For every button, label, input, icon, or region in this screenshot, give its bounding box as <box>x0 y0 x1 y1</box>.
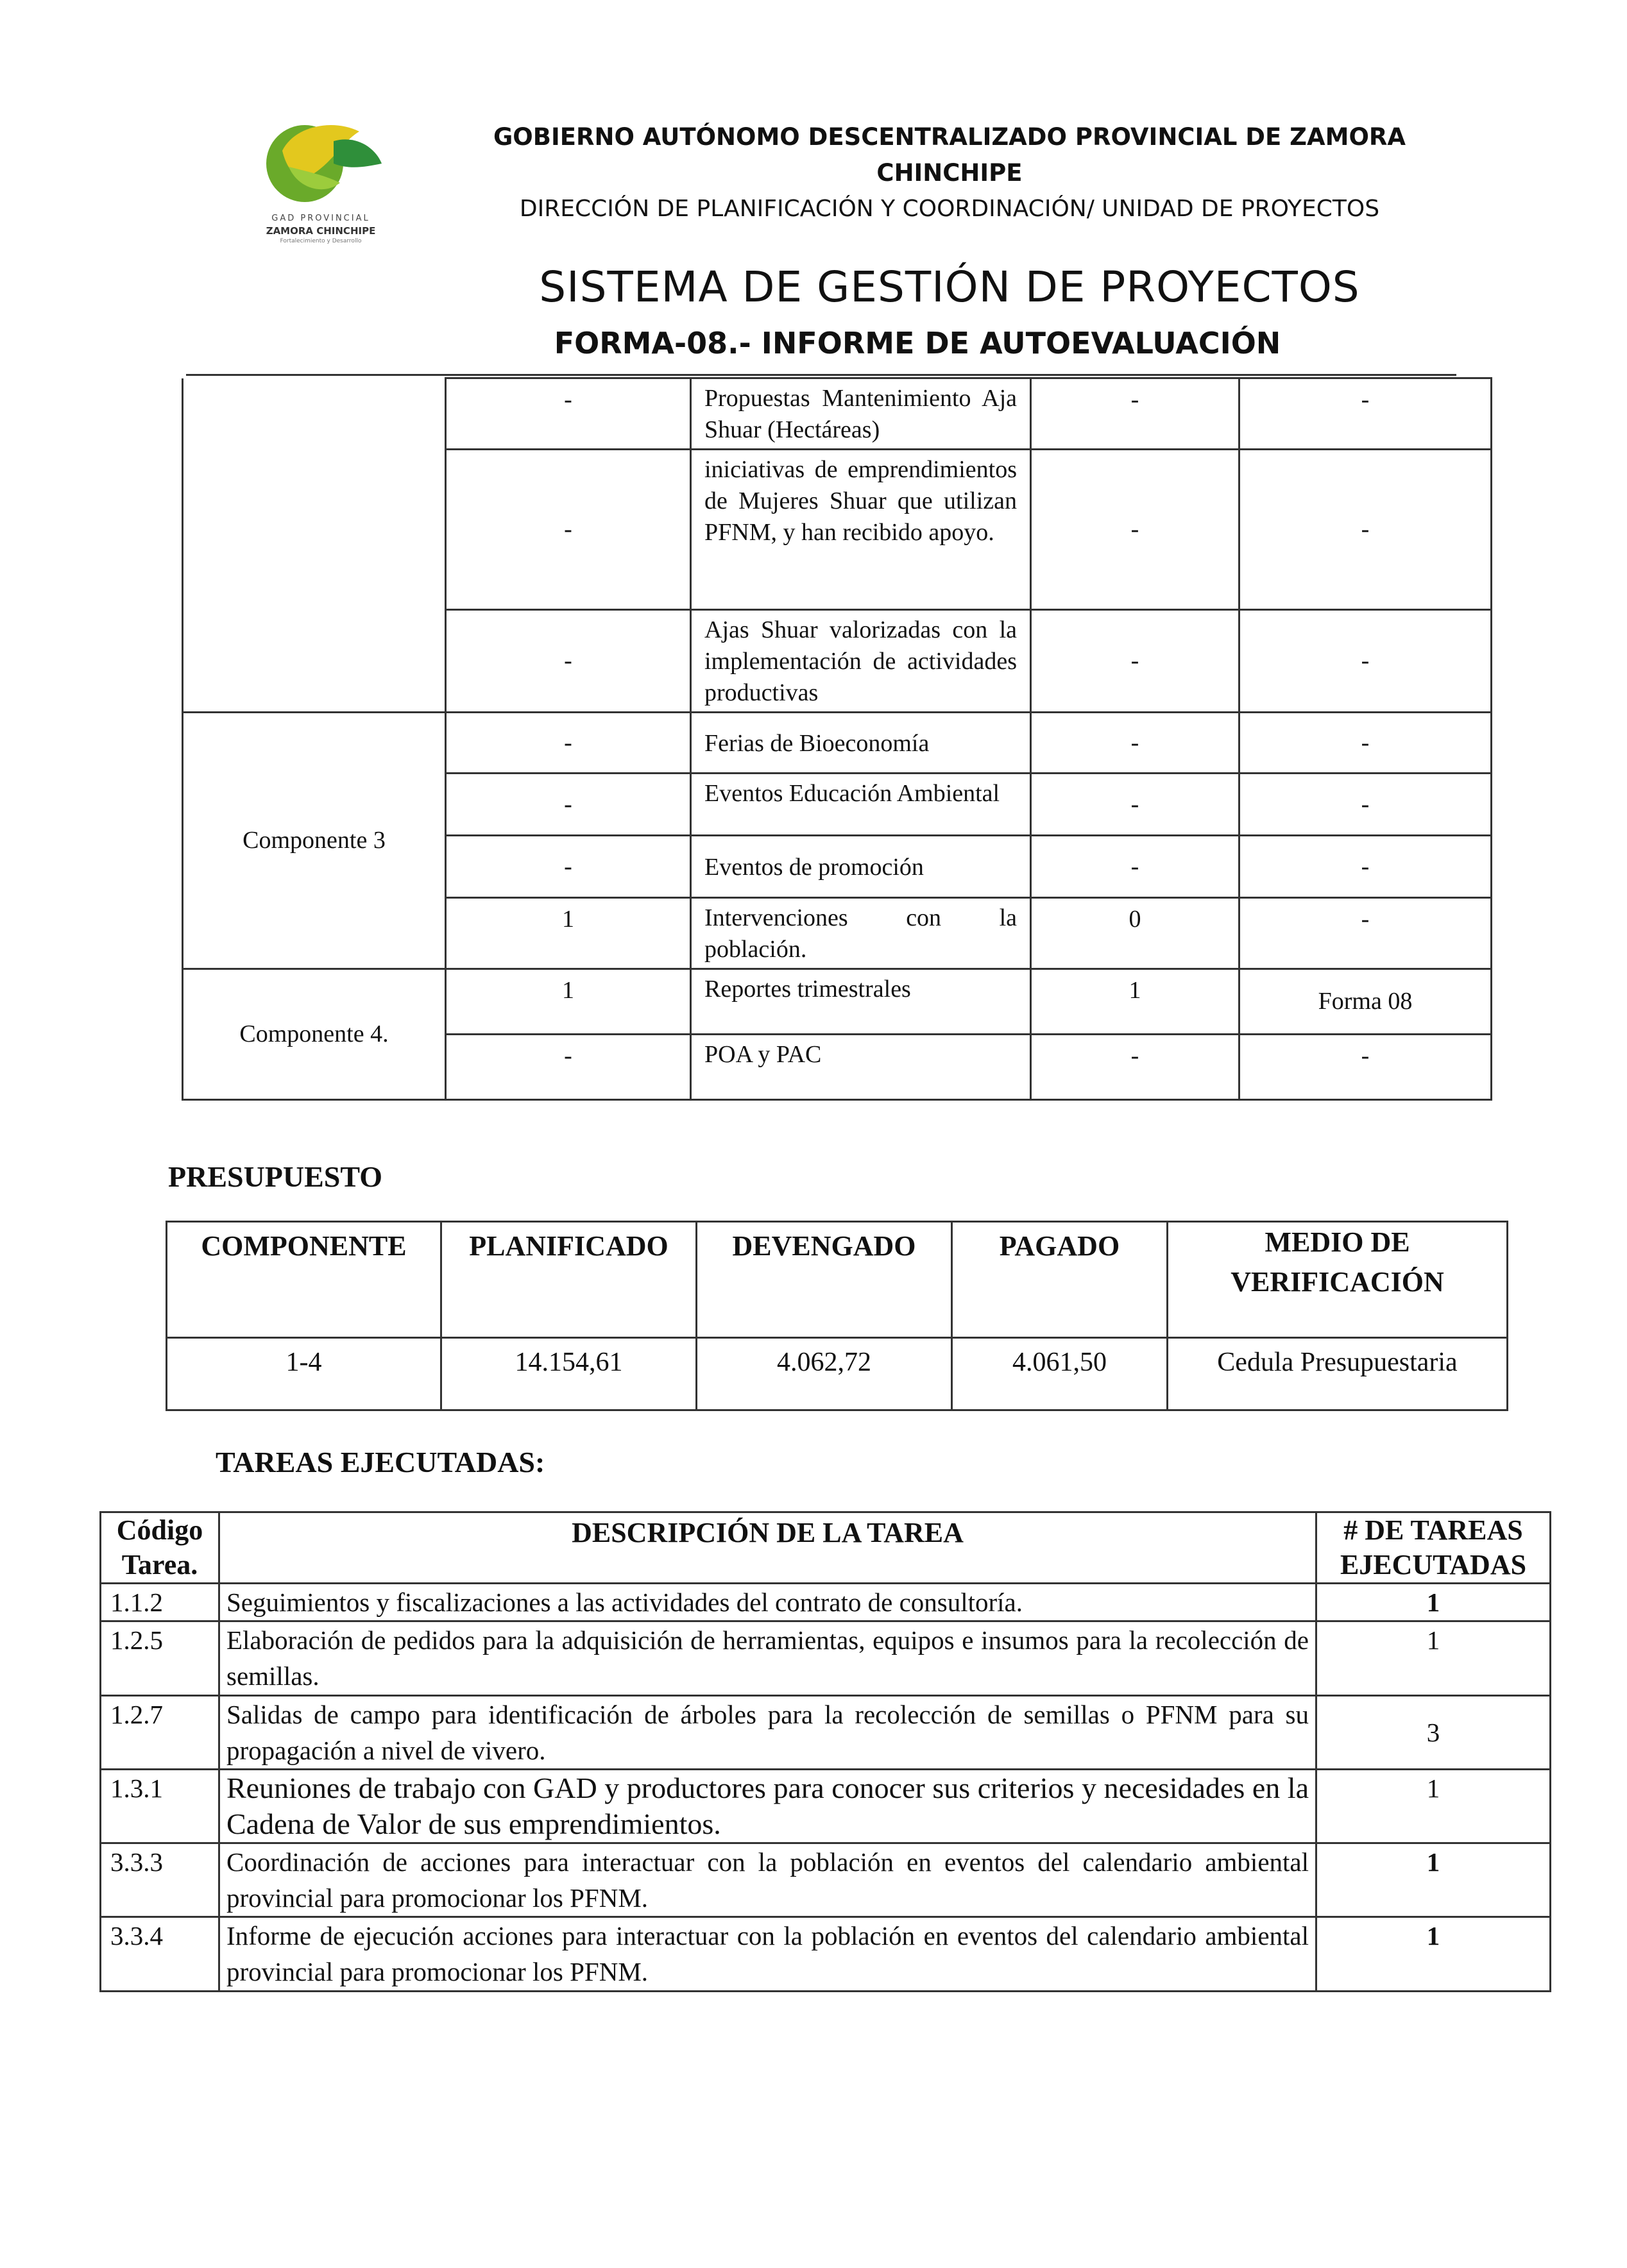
planned-cell: 1 <box>446 969 691 1035</box>
task-description: Informe de ejecución acciones para interactuar con la población en eventos del calendario ambiental provincial para promocionar los PFNM. <box>219 1917 1316 1992</box>
verification-cell: - <box>1239 898 1492 969</box>
table-row <box>101 1696 1551 1770</box>
task-description: Elaboración de pedidos para la adquisición de herramientas, equipos e insumos para la recolección de semillas. <box>219 1621 1316 1696</box>
table-row <box>101 1843 1551 1917</box>
verification-cell: - <box>1239 450 1492 610</box>
table-row <box>183 969 1492 1035</box>
verification-cell: - <box>1239 1035 1492 1100</box>
tasks-header: DESCRIPCIÓN DE LA TAREA <box>219 1512 1316 1584</box>
task-count: 3 <box>1316 1696 1551 1770</box>
task-count: 1 <box>1316 1770 1551 1843</box>
task-description: Coordinación de acciones para interactuar con la población en eventos del calendario ambiental provincial para promocionar los PFNM. <box>219 1843 1316 1917</box>
planned-cell: - <box>446 450 691 610</box>
executed-cell: - <box>1031 378 1239 450</box>
budget-cell: Cedula Presupuestaria <box>1168 1338 1508 1410</box>
verification-cell: - <box>1239 610 1492 713</box>
executed-cell: - <box>1031 1035 1239 1100</box>
table-row <box>183 713 1492 774</box>
table-row <box>101 1770 1551 1843</box>
budget-header: COMPONENTE <box>167 1222 441 1338</box>
budget-cell: 1-4 <box>167 1338 441 1410</box>
logo-line-1: GAD PROVINCIAL <box>271 214 370 223</box>
gad-logo <box>237 112 404 266</box>
task-code: 3.3.3 <box>101 1843 219 1917</box>
form-title: FORMA-08.- INFORME DE AUTOEVALUACIÓN <box>554 326 1281 360</box>
task-code: 1.2.7 <box>101 1696 219 1770</box>
task-description: Seguimientos y fiscalizaciones a las actividades del contrato de consultoría. <box>219 1584 1316 1621</box>
planned-cell: - <box>446 378 691 450</box>
executed-cell: 1 <box>1031 969 1239 1035</box>
activity-cell: iniciativas de emprendimientos de Mujeres Shuar que utilizan PFNM, y han recibido apoyo. <box>691 450 1031 610</box>
planned-cell: - <box>446 610 691 713</box>
task-code: 1.2.5 <box>101 1621 219 1696</box>
task-code: 3.3.4 <box>101 1917 219 1992</box>
executed-cell: - <box>1031 610 1239 713</box>
verification-cell: Forma 08 <box>1239 969 1492 1035</box>
verification-cell: - <box>1239 378 1492 450</box>
activity-cell: Eventos de promoción <box>691 836 1031 898</box>
component-table <box>182 377 1492 1101</box>
executed-cell: - <box>1031 836 1239 898</box>
task-count: 1 <box>1316 1843 1551 1917</box>
component-4-label: Componente 4. <box>183 969 446 1100</box>
planned-cell: - <box>446 713 691 774</box>
verification-cell: - <box>1239 713 1492 774</box>
task-count: 1 <box>1316 1917 1551 1992</box>
activity-cell: Ajas Shuar valorizadas con la implementación de actividades productivas <box>691 610 1031 713</box>
budget-title: PRESUPUESTO <box>168 1160 383 1193</box>
task-description: Reuniones de trabajo con GAD y productores para conocer sus criterios y necesidades en la Cadena de Valor de sus emprendimientos. <box>219 1770 1316 1843</box>
table-row <box>101 1621 1551 1696</box>
activity-cell: Reportes trimestrales <box>691 969 1031 1035</box>
system-title: SISTEMA DE GESTIÓN DE PROYECTOS <box>539 262 1360 312</box>
logo-line-3: Fortalecimiento y Desarrollo <box>280 238 362 244</box>
header-divider <box>186 374 1456 376</box>
dept-title: DIRECCIÓN DE PLANIFICACIÓN Y COORDINACIÓN/ UNIDAD DE PROYECTOS <box>519 196 1380 222</box>
planned-cell: - <box>446 1035 691 1100</box>
budget-header: PAGADO <box>952 1222 1168 1338</box>
activity-cell: Ferias de Bioeconomía <box>691 713 1031 774</box>
budget-header-row <box>167 1222 1508 1338</box>
task-code: 1.3.1 <box>101 1770 219 1843</box>
planned-cell: 1 <box>446 898 691 969</box>
executed-cell: 0 <box>1031 898 1239 969</box>
verification-cell: - <box>1239 836 1492 898</box>
budget-row <box>167 1338 1508 1410</box>
activity-cell: Propuestas Mantenimiento Aja Shuar (Hectáreas) <box>691 378 1031 450</box>
task-count: 1 <box>1316 1584 1551 1621</box>
budget-cell: 14.154,61 <box>441 1338 697 1410</box>
table-row <box>101 1917 1551 1992</box>
component-cell-empty <box>183 378 446 713</box>
executed-cell: - <box>1031 450 1239 610</box>
budget-header: PLANIFICADO <box>441 1222 697 1338</box>
verification-cell: - <box>1239 774 1492 836</box>
tasks-header-row <box>101 1512 1551 1584</box>
planned-cell: - <box>446 774 691 836</box>
executed-cell: - <box>1031 713 1239 774</box>
budget-cell: 4.062,72 <box>697 1338 952 1410</box>
activity-cell: POA y PAC <box>691 1035 1031 1100</box>
org-title: GOBIERNO AUTÓNOMO DESCENTRALIZADO PROVINCIAL DE ZAMORA CHINCHIPE <box>493 123 1406 187</box>
budget-header: DEVENGADO <box>697 1222 952 1338</box>
task-description: Salidas de campo para identificación de árboles para la recolección de semillas o PFNM para su propagación a nivel de vivero. <box>219 1696 1316 1770</box>
planned-cell: - <box>446 836 691 898</box>
tasks-header: # DE TAREAS EJECUTADAS <box>1316 1512 1551 1584</box>
task-code: 1.1.2 <box>101 1584 219 1621</box>
task-count: 1 <box>1316 1621 1551 1696</box>
budget-table <box>166 1221 1508 1411</box>
tasks-header: Código Tarea. <box>101 1512 219 1584</box>
tasks-table <box>99 1511 1551 1992</box>
activity-cell: Eventos Educación Ambiental <box>691 774 1031 836</box>
logo-line-2: ZAMORA CHINCHIPE <box>266 225 376 237</box>
budget-cell: 4.061,50 <box>952 1338 1168 1410</box>
tasks-title: TAREAS EJECUTADAS: <box>216 1446 545 1478</box>
component-3-label: Componente 3 <box>183 713 446 969</box>
activity-cell: Intervenciones con la población. <box>691 898 1031 969</box>
table-row <box>183 378 1492 450</box>
table-row <box>101 1584 1551 1621</box>
executed-cell: - <box>1031 774 1239 836</box>
budget-header: MEDIO DE VERIFICACIÓN <box>1168 1222 1508 1338</box>
